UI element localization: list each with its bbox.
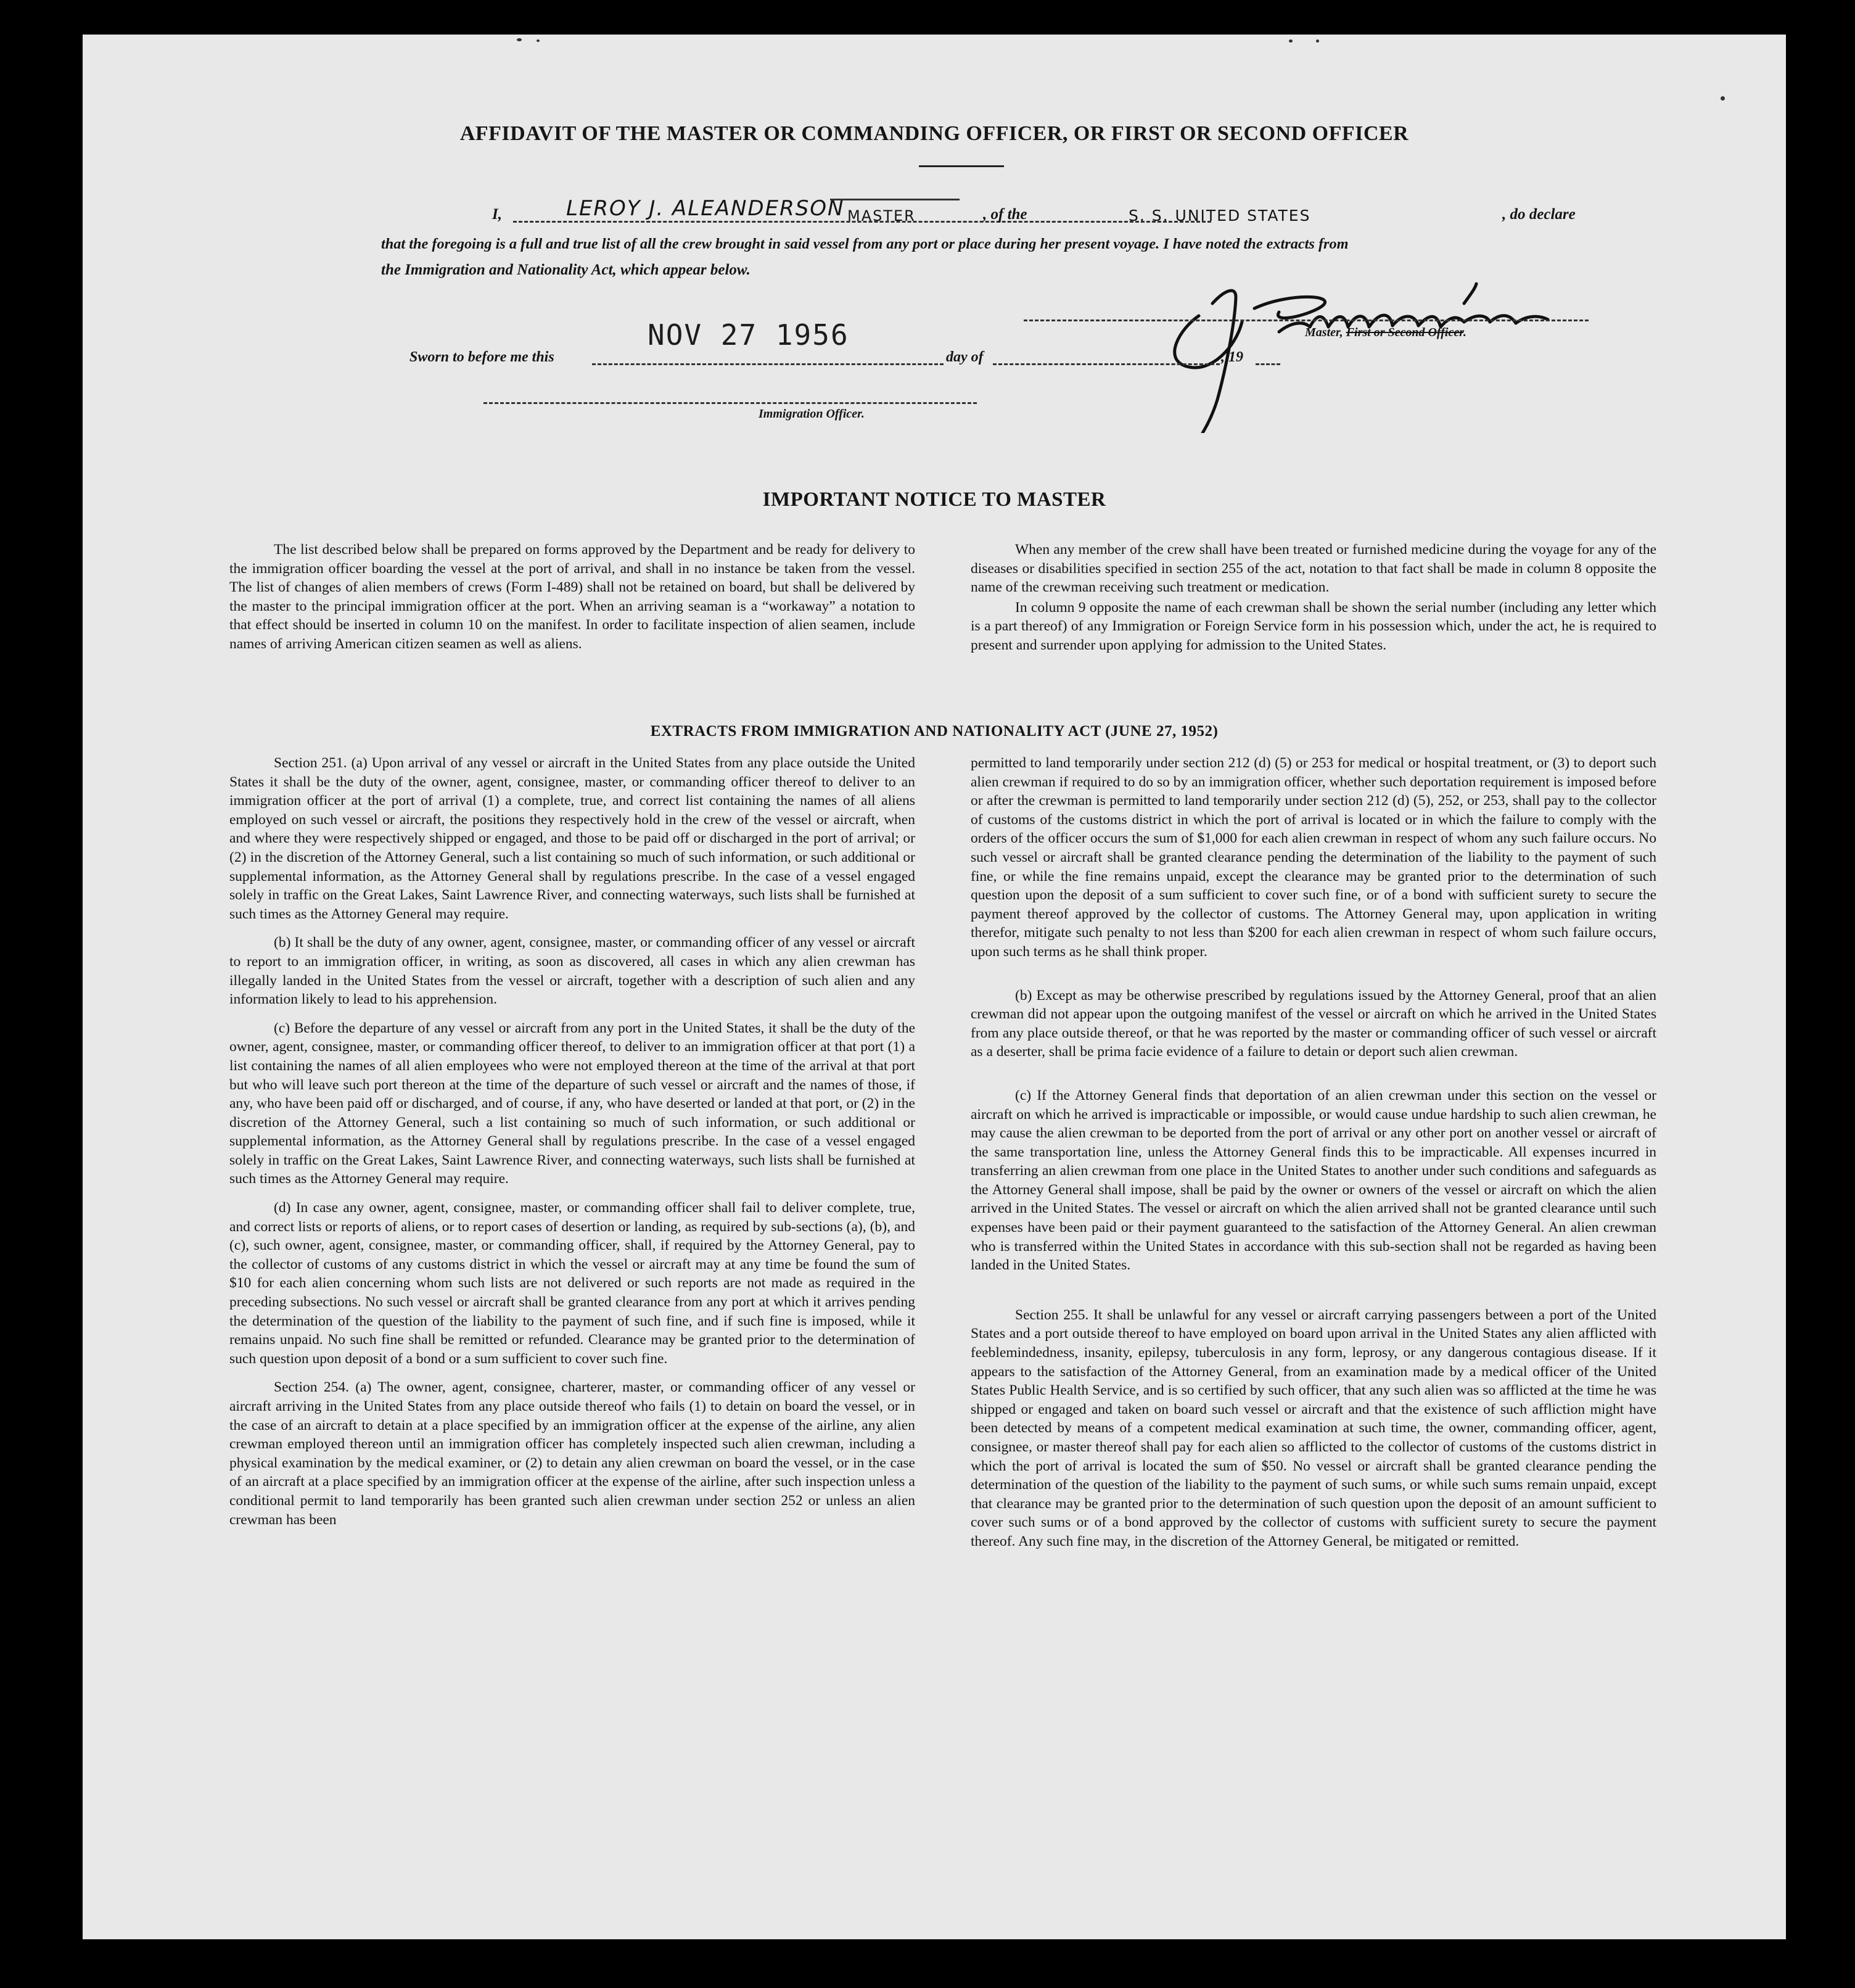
year-line <box>1256 363 1280 365</box>
year-label: , 19 <box>1221 349 1243 365</box>
notice-heading: IMPORTANT NOTICE TO MASTER <box>762 489 1106 511</box>
section-255: Section 255. It shall be unlawful for any vessel or aircraft carrying passengers between a port of the United States and a port outside thereof to have employed on board upon arrival in the United States any alien afflicted with feeblemindedness, insanity, epilepsy, tuberculosis in any form, leprosy, or any dangerous contagious disease. If it appears to the satisfaction of the Attorney General, from an examination made by a medical officer of the United States Public Health Service, and is so certified by such officer, that any such alien was so afflicted at the time he was shipped or engaged and taken on board such vessel or aircraft and that the existence of such affliction might have been detected by means of a competent medical examination at such time, the owner, commanding officer, agent, consignee, or master thereof shall pay for each alien so afflicted to the collector of customs of the customs district in which the port of arrival is located the sum of $50. No vessel or aircraft shall be granted clearance pending the determination of the question of the liability to the payment of such sums, or while such sums remain unpaid, except that clearance may be granted prior to the determination of such question upon the deposit of an amount sufficient to cover such sums or of a bond approved by the collector of customs with sufficient surety to secure the payment thereof. Any such fine may, in the discretion of the Attorney General, be mitigated or remitted. <box>971 1306 1656 1549</box>
title-rule <box>919 165 1004 167</box>
declaration-line <box>381 196 1584 229</box>
of-the-label: , of the <box>983 206 1027 223</box>
section-251-d: (d) In case any owner, agent, consignee, master, or commanding officer shall fail to deliver complete, true, and correct lists or reports of aliens, or to report cases of desertion or landing, as required by sub-sections (a), (b), and (c), such owner, agent, consignee, master, or commanding officer, shall, if required by the Attorney General, pay to the collector of customs of any customs district in which the vessel or aircraft may at any time be found the sum of $10 for each alien concerning whom such lists are not delivered or such reports are not made as required in the preceding subsections. No such vessel or aircraft shall be granted clearance from any port at which it arrives pending the determination of the question of the liability to the payment of such fine, and if such fine is imposed, while it remains unpaid. No such fine shall be remitted or refunded. Clearance may be granted prior to the determination of such question upon deposit of a bond or a sum sufficient to cover such fine. <box>229 1200 915 1367</box>
day-of-label: day of <box>946 349 984 365</box>
section-254-a-continued: permitted to land temporarily under section 212 (d) (5) or 253 for medical or hospital treatment, or (3) to deport such alien crewman if required to do so by an immigration officer, whether such deportation requirement is imposed before or after the crewman is permitted to land temporarily under section 212 (d) (5), 252, or 253, shall pay to the collector of customs of the customs district in which the port of arrival is located or in which the failure to comply with the orders of the officer occurs the sum of $1,000 for each alien crewman in respect of whom any such failure occurs. No such vessel or aircraft shall be granted clearance pending the determination of the liability to the payment of such fine, or while the fine remains unpaid, except the clearance may be granted prior to the determination of such question upon the deposit of a sum sufficient to cover such fine, or of a bond with sufficient surety to secure the payment thereof approved by the collector of customs. The Attorney General may, upon application in writing therefor, mitigate such penalty to not less than $200 for each alien crewman in respect of whom such failure occurs, upon such terms as he shall think proper. <box>971 755 1656 960</box>
caption-master: Master, <box>1305 326 1343 339</box>
extracts-heading: EXTRACTS FROM IMMIGRATION AND NATIONALITY ACT (JUNE 27, 1952) <box>650 723 1219 740</box>
caption-suffix: . <box>1463 326 1466 339</box>
do-declare-label: , do declare <box>1502 206 1576 223</box>
scan-speck <box>1316 39 1319 43</box>
handwritten-name: LEROY J. ALEANDERSON <box>566 196 845 221</box>
signature-caption <box>1305 326 1466 340</box>
section-254-b: (b) Except as may be otherwise prescribed by regulations issued by the Attorney General, proof that an alien crewman did not appear upon the outgoing manifest of the vessel or aircraft on which he arrived in the United States from any place outside thereof, or that he was reported by the master or commanding officer of such vessel or aircraft as a deserter, shall be prima facie evidence of a failure to detain or deport such alien crewman. <box>971 987 1656 1060</box>
section-251-b: (b) It shall be the duty of any owner, agent, consignee, master, or commanding officer of any vessel or aircraft to report to an immigration officer, in writing, as soon as discovered, all cases in which any alien crewman has illegally landed in the United States from the vessel or aircraft, together with a description of such alien and any information likely to lead to his apprehension. <box>229 934 915 1008</box>
extracts-right-column <box>971 754 1656 1561</box>
sworn-label: Sworn to before me this <box>409 349 554 365</box>
notice-left-column <box>229 540 915 664</box>
signature-line <box>1024 320 1589 321</box>
document-page <box>83 35 1786 1939</box>
section-251-a: Section 251. (a) Upon arrival of any vessel or aircraft in the United States from any place outside the United States it shall be the duty of the owner, agent, consignee, master, or commanding officer thereof to deliver to an immigration officer at the port of arrival (1) a complete, true, and correct list containing the names of all aliens employed on such vessel or aircraft, the positions they respectively hold in the crew of the vessel or aircraft, when and where they were respectively shipped or engaged, and those to be paid off or discharged in the port of arrival; or (2) in the discretion of the Attorney General, such a list containing so much of such information, or such additional or supplemental information, as the Attorney General shall by regulations prescribe. In the case of a vessel engaged solely in traffic on the Great Lakes, Saint Lawrence River, and connecting waterways, such lists shall be furnished at such times as the Attorney General may require. <box>229 755 915 922</box>
notice-right-paragraph-2: In column 9 opposite the name of each crewman shall be shown the serial number (including any letter which is a part thereof) of any Immigration or Foreign Service form in his possession which, under the act, he is required to present and surrender upon applying for admission to the United States. <box>971 599 1656 653</box>
notice-left-paragraph: The list described below shall be prepared on forms approved by the Department and be ready for delivery to the immigration officer boarding the vessel at the port of arrival, and shall in no instance be taken from the vessel. The list of changes of alien members of crews (Form I-489) shall not be retained on board, but shall be delivered by the master to the principal immigration officer at the port. When an arriving seaman is a “workaway” a notation to that effect should be inserted in column 10 on the manifest. In order to facilitate inspection of alien seamen, include names of arriving American citizen seamen as well as aliens. <box>229 542 915 652</box>
section-254-a: Section 254. (a) The owner, agent, consignee, charterer, master, or commanding officer of any vessel or aircraft arriving in the United States from any place outside thereof who fails (1) to detain on board the vessel, or in the case of an aircraft to detain at a place specified by an immigration officer at the expense of the airline, any alien crewman employed thereon until an immigration officer has completely inspected such alien crewman, including a physical examination by the medical examiner, or (2) to detain any alien crewman on board the vessel, or in the case of an aircraft at a place specified by an immigration officer at the expense of the airline, after such inspection unless a conditional permit to land temporarily has been granted such alien crewman under section 252 or unless an alien crewman has been <box>229 1379 915 1528</box>
scan-speck <box>1721 96 1725 101</box>
scan-speck <box>517 38 522 41</box>
rank-typed: MASTER <box>847 207 916 225</box>
rank-overline <box>830 199 960 200</box>
vessel-typed: S. S. UNITED STATES <box>1129 207 1311 225</box>
statement-line-1: that the foregoing is a full and true list of all the crew brought in said vessel from any port or place during her present voyage. I have noted the extracts from <box>381 236 1349 252</box>
section-251-c: (c) Before the departure of any vessel or aircraft from any port in the United States, it shall be the duty of the owner, agent, consignee, master, or commanding officer thereof, to deliver to an immigration officer at that port (1) a list containing the names of all alien employees who were not employed thereon at the time of the arrival at that port but who will leave such port thereon at the time of the departure of such vessel or aircraft and the names of those, if any, who have been paid off or discharged, and of course, if any, who have deserted or landed at that port, or (2) in the discretion of the Attorney General, such a list containing so much of such information, or such additional or supplemental information, as the Attorney General shall by regulations prescribe. In the case of a vessel engaged solely in traffic on the Great Lakes, Saint Lawrence River, and connecting waterways, such lists shall be furnished at such times as the Attorney General may require. <box>229 1020 915 1187</box>
caption-struck: First or Second Officer <box>1346 326 1463 339</box>
date-stamp: NOV 27 1956 <box>648 318 849 352</box>
notice-right-paragraph-1: When any member of the crew shall have been treated or furnished medicine during the voyage for any of the diseases or disabilities specified in section 255 of the act, notation to that fact shall be made in column 8 opposite the name of the crewman receiving such treatment or medication. <box>971 542 1656 596</box>
extracts-left-column <box>229 754 915 1539</box>
immigration-officer-label: Immigration Officer. <box>759 407 865 421</box>
scan-speck <box>1289 39 1293 43</box>
master-signature <box>1143 254 1624 433</box>
affidavit-title: AFFIDAVIT OF THE MASTER OR COMMANDING OFFICER, OR FIRST OR SECOND OFFICER <box>459 122 1409 145</box>
sworn-day-line <box>592 363 944 365</box>
month-line <box>993 363 1220 365</box>
i-label: I, <box>492 206 502 223</box>
immigration-officer-line <box>483 402 977 404</box>
statement-line-2: the Immigration and Nationality Act, which appear below. <box>381 262 751 278</box>
section-254-c: (c) If the Attorney General finds that deportation of an alien crewman under this section on the vessel or aircraft on which he arrived is impracticable or impossible, or would cause undue hardship to such alien crewman, he may cause the alien crewman to be deported from the port of arrival or any other port on another vessel or aircraft of the same transportation line, unless the Attorney General finds this to be impracticable. All expenses incurred in transferring an alien crewman from one place in the United States to another under such conditions and safeguards as the Attorney General shall impose, shall be paid by the owner or owners of the vessel or aircraft on which the alien arrived in the United States. The vessel or aircraft on which the alien arrived shall not be granted clearance until such expenses have been paid or their payment guaranteed to the satisfaction of the Attorney General. An alien crewman who is transferred within the United States in accordance with this sub-section shall not be regarded as having been landed in the United States. <box>971 1087 1656 1274</box>
scan-speck <box>537 39 540 42</box>
notice-right-column <box>971 540 1656 665</box>
